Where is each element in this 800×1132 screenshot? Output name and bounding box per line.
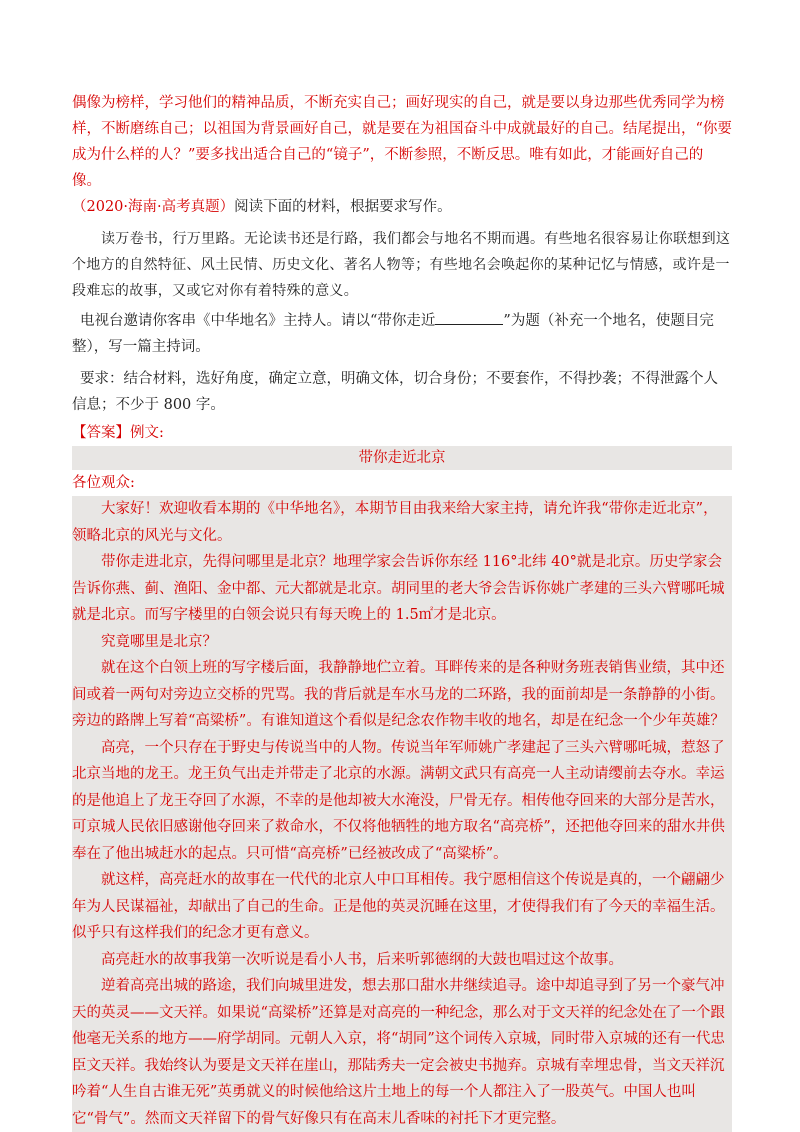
essay-paragraph: 究竟哪里是北京？	[101, 633, 217, 650]
intro-paragraph: 偶像为榜样，学习他们的精神品质，不断充实自己；画好现实的自己，就是要以身边那些优秀同学为榜样，不断磨练自己；以祖国为背景画好自己，就是要在为祖国奋斗中成就最好的自己。结尾提出，“你要成为什么样的人？”要多找出适合自己的“镜子”，不断参照，不断反思。唯有如此，才能画好自己的像。	[72, 95, 732, 189]
source-tag: （2020·海南·高考真题）	[72, 199, 235, 215]
task-text-after: ”为题（补充一个地名，使题目完整），写一篇主持词。	[72, 313, 714, 355]
essay-paragraph: 就这样，高亮赶水的故事在一代代的北京人中口耳相传。我宁愿相信这个传说是真的，一个翩翩少年为人民谋福祉，却献出了自己的生命。正是他的英灵沉睡在这里，才使得我们有了今天的幸福生活。似乎只有这样我们的纪念才更有意义。	[72, 872, 725, 941]
essay-paragraph: 带你走进北京，先得问哪里是北京？地理学家会告诉你东经 116°北纬 40°就是北京。历史学家会告诉你燕、蓟、渔阳、金中都、元大都就是北京。胡同里的老大爷会告诉你姚广孝建的三头六臂哪吒城就是北京。而写字楼里的白领会说只有每天晚上的 1.5㎡才是北京。	[72, 554, 725, 623]
document-content	[72, 90, 732, 1132]
essay-title: 带你走近北京	[72, 446, 732, 470]
essay-paragraph: 逆着高亮出城的路途，我们向城里进发，想去那口甜水井继续追寻。途中却追寻到了另一个豪气冲天的英灵——文天祥。如果说“高粱桥”还算是对高亮的一种纪念，那么对于文天祥的纪念处在了一个跟他毫无关系的地方——府学胡同。元朝人入京，将“胡同”这个词传入京城，同时带入京城的还有一代忠臣文天祥。我始终认为要是文天祥在崖山，那陆秀夫一定会被史书抛弃。京城有幸埋忠骨，当文天祥沉吟着“人生自古谁无死”英勇就义的时候他给这片土地上的每一个人都注入了一股英气。中国人也叫它“骨气”。然而文天祥留下的骨气好像只有在高末儿香味的衬托下才更完整。	[72, 978, 725, 1127]
answer-tag: 【答案】	[72, 425, 130, 441]
answer-label: 例文:	[130, 425, 164, 441]
requirements-paragraph: 要求：结合材料，选好角度，确定立意，明确文体，切合身份；不要套作，不得抄袭；不得泄露个人信息；不少于 800 字。	[72, 371, 718, 413]
source-instruction: 阅读下面的材料，根据要求写作。	[234, 199, 452, 215]
essay-body	[72, 496, 732, 1132]
answer-line	[72, 420, 732, 446]
essay-greeting: 各位观众:	[72, 475, 135, 491]
essay-paragraph: 高亮赶水的故事我第一次听说是看小人书，后来听郭德纲的大鼓也唱过这个故事。	[101, 951, 623, 968]
essay-paragraph: 高亮，一个只存在于野史与传说当中的人物。传说当年军师姚广孝建起了三头六臂哪吒城，惹怒了北京当地的龙王。龙王负气出走并带走了北京的水源。满朝文武只有高亮一人主动请缨前去夺水。幸运的是他追上了龙王夺回了水源，不幸的是他却被大水淹没，尸骨无存。相传他夺回来的大部分是苦水，可京城人民依旧感谢他夺回来了救命水，不仅将他牺牲的地方取名“高亮桥”，还把他夺回来的甜水井供奉在了他出城赶水的起点。只可惜“高亮桥”已经被改成了“高粱桥”。	[72, 739, 725, 862]
material-paragraph: 读万卷书，行万里路。无论读书还是行路，我们都会与地名不期而遇。有些地名很容易让你联想到这个地方的自然特征、风土民情、历史文化、著名人物等；有些地名会唤起你的某种记忆与情感，或许是一段难忘的故事，又或它对你有着特殊的意义。	[72, 231, 731, 299]
essay-paragraph: 就在这个白领上班的写字楼后面，我静静地伫立着。耳畔传来的是各种财务班表销售业绩，其中还间或着一两句对旁边立交桥的咒骂。我的背后就是车水马龙的二环路，我的面前却是一条静静的小街。旁边的路牌上写着“高粱桥”。有谁知道这个看似是纪念农作物丰收的地名，却是在纪念一个少年英雄？	[72, 660, 725, 729]
essay-paragraph: 大家好！欢迎收看本期的《中华地名》，本期节目由我来给大家主持，请允许我“带你走近北京”，领略北京的风光与文化。	[72, 501, 718, 544]
title-blank	[435, 310, 503, 325]
task-text-before: 电视台邀请你客串《中华地名》主持人。请以“带你走近	[80, 313, 436, 329]
task-paragraph	[72, 308, 732, 360]
source-line	[72, 194, 732, 220]
